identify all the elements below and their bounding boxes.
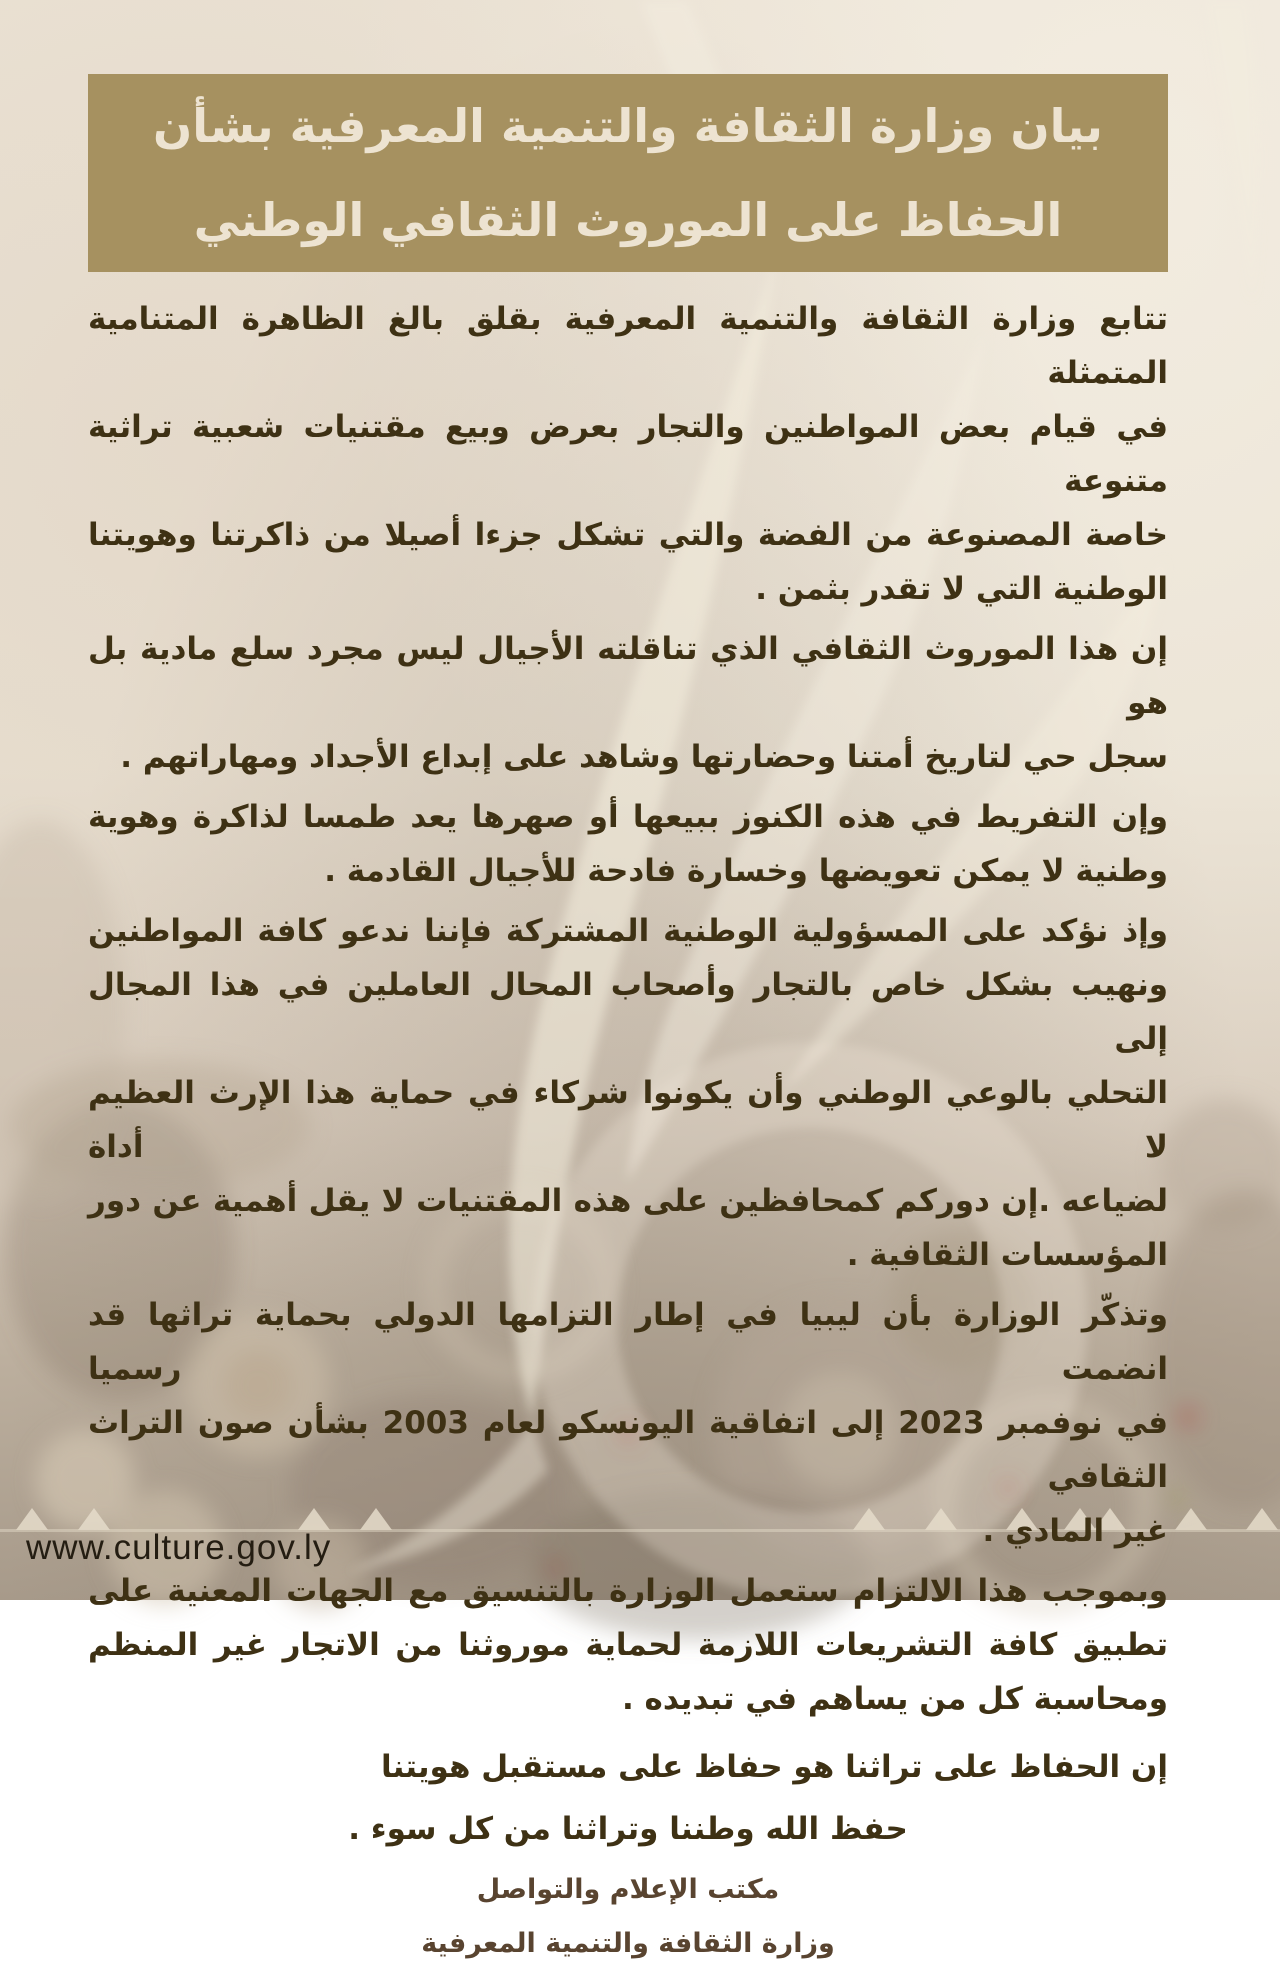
paragraph-4 (88, 904, 1168, 1282)
statement-line: إن هذا الموروث الثقافي الذي تناقلته الأجيال ليس مجرد سلع مادية بل هو (88, 631, 1168, 721)
statement-line: وإن التفريط في هذه الكنوز ببيعها أو صهرها يعد طمسا لذاكرة وهوية (88, 799, 1168, 835)
paragraph-1 (88, 292, 1168, 616)
paragraph-3 (88, 790, 1168, 898)
statement-line: خاصة المصنوعة من الفضة والتي تشكل جزءا أصيلا من ذاكرتنا وهويتنا (88, 517, 1168, 553)
statement-line: تتابع وزارة الثقافة والتنمية المعرفية بقلق بالغ الظاهرة المتنامية المتمثلة (88, 301, 1168, 391)
statement-line: وبموجب هذا الالتزام ستعمل الوزارة بالتنسيق مع الجهات المعنية على (88, 1573, 1168, 1609)
statement-line: وإذ نؤكد على المسؤولية الوطنية المشتركة فإننا ندعو كافة المواطنين (88, 913, 1168, 949)
closing-prayer-line: حفظ الله وطننا وتراثنا من كل سوء . (348, 1811, 908, 1847)
statement-line: غير المادي . (982, 1513, 1168, 1549)
statement-title-line-1: بيان وزارة الثقافة والتنمية المعرفية بشأن (153, 99, 1103, 153)
statement-line: في قيام بعض المواطنين والتجار بعرض وبيع مقتنيات شعبية تراثية متنوعة (88, 409, 1168, 499)
statement-line: ونهيب بشكل خاص بالتجار وأصحاب المحال العاملين في هذا المجال إلى (88, 967, 1168, 1057)
ministry-name-label: وزارة الثقافة والتنمية المعرفية (421, 1928, 835, 1959)
statement-line: وتذكّر الوزارة بأن ليبيا في إطار التزامها الدولي بحماية تراثها قد انضمت رسميا (88, 1297, 1168, 1387)
paragraph-6 (88, 1564, 1168, 1726)
statement-line: تطبيق كافة التشريعات اللازمة لحماية موروثنا من الاتجار غير المنظم (88, 1627, 1168, 1663)
statement-line: الوطنية التي لا تقدر بثمن . (755, 571, 1168, 607)
paragraph-5 (88, 1288, 1168, 1558)
statement-title-line-2: الحفاظ على الموروث الثقافي الوطني (193, 193, 1063, 247)
emphasis-line: إن الحفاظ على تراثنا هو حفاظ على مستقبل هويتنا (380, 1749, 1168, 1785)
media-office-label: مكتب الإعلام والتواصل (476, 1874, 780, 1905)
header-banner (88, 74, 1168, 272)
statement-body (88, 292, 1168, 1966)
website-url: www.culture.gov.ly (26, 1528, 332, 1567)
statement-line: ومحاسبة كل من يساهم في تبديده . (621, 1681, 1168, 1717)
statement-line: وطنية لا يمكن تعويضها وخسارة فادحة للأجيال القادمة . (324, 853, 1168, 889)
statement-line: سجل حي لتاريخ أمتنا وحضارتها وشاهد على إبداع الأجداد ومهاراتهم . (120, 739, 1168, 775)
statement-line: المؤسسات الثقافية . (846, 1237, 1168, 1273)
statement-line: التحلي بالوعي الوطني وأن يكونوا شركاء في حماية هذا الإرث العظيم لا أداة (88, 1075, 1168, 1165)
statement-line: لضياعه .إن دوركم كمحافظين على هذه المقتنيات لا يقل أهمية عن دور (88, 1183, 1168, 1219)
paragraph-2 (88, 622, 1168, 784)
statement-line: في نوفمبر 2023 إلى اتفاقية اليونسكو لعام 2003 بشأن صون التراث الثقافي (88, 1405, 1168, 1495)
